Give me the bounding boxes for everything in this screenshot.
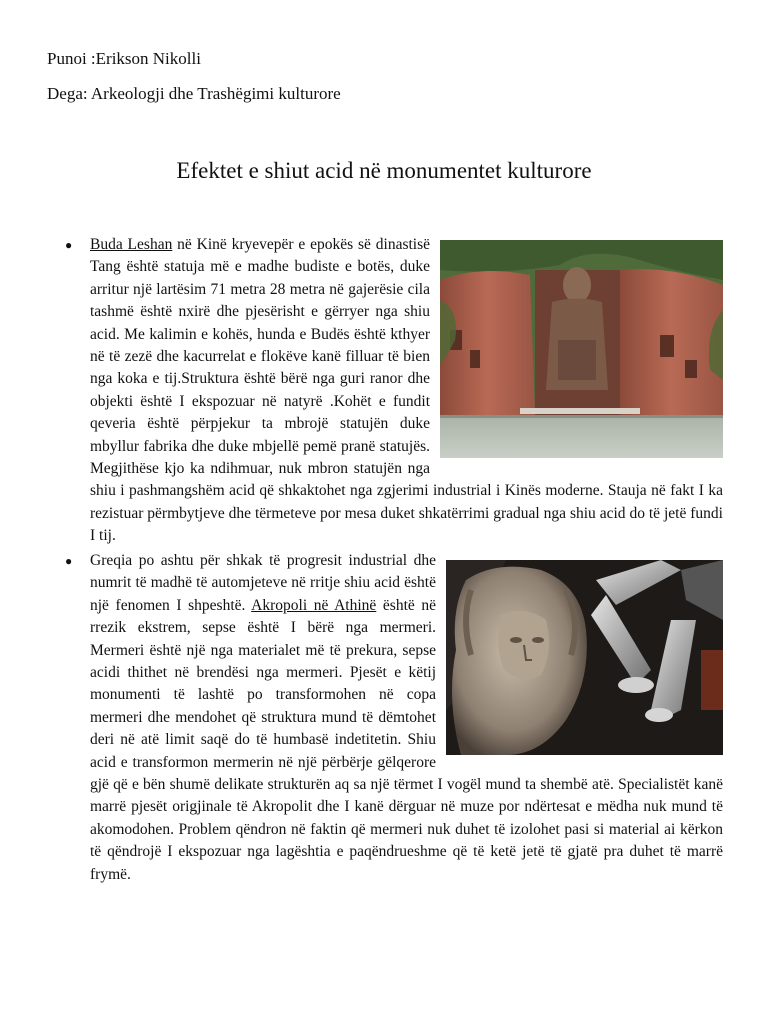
department-line: Dega: Arkeologji dhe Trashëgimi kulturore [47, 84, 341, 103]
section-2-body: është në rrezik ekstrem, sepse është I bërë nga mermeri. Mermeri është një nga materialet më të prekura, sepse acidi thithet në brendësi nga mermeri. Pjesët e këtij monumenti të lashtë po transformohen në copa mermeri dhe mendohet që struktura mund të dëmtohet deri në atë limit saqë do të humbasë indetitetin. Shiu acid e transformon mermerin në një përbërje gëlqerore gjë që e bën shumë delikate strukturën aq sa një tërmet I vogël mund ta shembë atë. Specialistët kanë marrë pjesët origjinale të Akropolit dhe I kanë dërguar në muze por ndërtesat e mëdha nuk mund të akomodohen. Problem qëndron në faktin që mermeri nuk duhet të izolohet pasi si material ai kërkon të qëndrojë I ekspozuar nga lagështia e paqëndrueshme që të ketë jetë të gjatë pra duhet të marrë frymë. [90, 596, 723, 883]
bullet-section-acropolis [65, 550, 723, 886]
section-2-intro: Greqia po ashtu për shkak të progresit industrial dhe numrit të madhë të automjeteve në rritje shiu acid është një fenomen I shpeshtë. [90, 552, 436, 614]
acropolis-link[interactable]: Akropoli në Athinë [251, 596, 377, 614]
bullet-section-leshan [65, 234, 723, 548]
caryatid-statue-image [446, 560, 723, 755]
leshan-buddha-link[interactable]: Buda Leshan [90, 236, 173, 253]
author-line: Punoi :Erikson Nikolli [47, 49, 201, 68]
document-title: Efektet e shiut acid në monumentet kulturore [176, 158, 592, 183]
bullet-icon: ● [65, 554, 73, 568]
bullet-icon: ● [65, 238, 73, 252]
section-1-body: në Kinë kryevepër e epokës së dinastisë Tang është statuja më e madhe budiste e botës, duke arritur një lartësim 71 metra 28 metra në gajerësie cila tashmë është nxirë dhe pjesërisht e gërryer nga shiu acid. Me kalimin e kohës, hunda e Budës është kthyer në të zezë dhe kacurrelat e flokëve kanë filluar të bien nga koka e tij.Struktura është bërë nga guri ranor dhe objekti është I ekspozuar në natyrë .Kohët e fundit qeveria është përpjekur ta mbrojë statujën duke mbyllur fabrika dhe duke mbjellë pemë pranë statujës. Megjithëse kjo ka ndihmuar, nuk mbron statujën nga shiu i pashmangshëm acid që shkaktohet nga zgjerimi industrial i Kinës moderne. Stauja në fakt I ka rezistuar përmbytjeve dhe tërmeteve por mesa duket shkatërrimi gradual nga shiu acid do të jetë fundi I tij. [90, 236, 723, 545]
leshan-buddha-image [440, 240, 723, 458]
